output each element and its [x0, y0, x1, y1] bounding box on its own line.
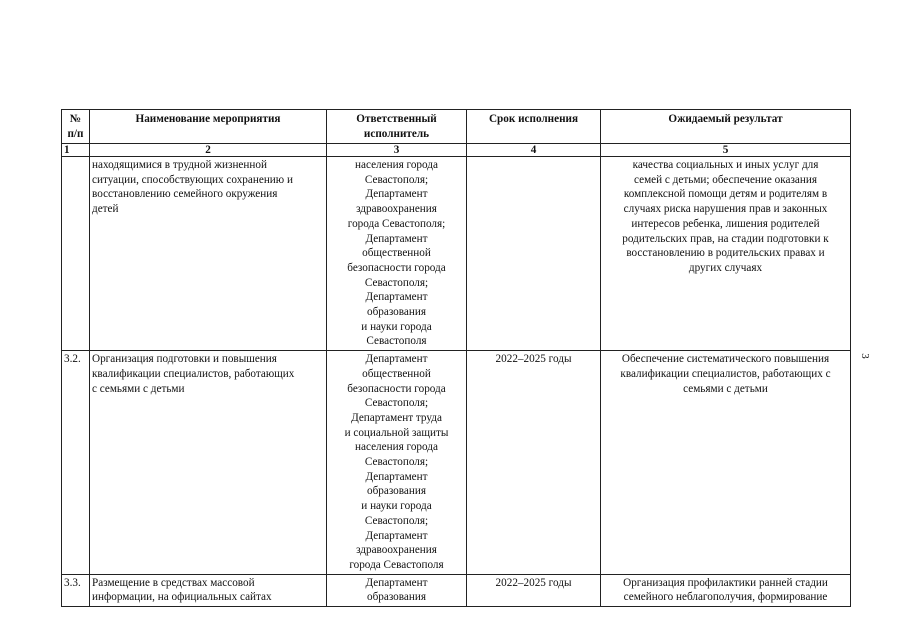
expected-result-line: случаях риска нарушения прав и законных — [623, 203, 828, 216]
executor-line: Департамент — [365, 576, 428, 589]
expected-result-line: семей с детьми; обеспечение оказания — [634, 173, 817, 186]
table-row — [62, 351, 851, 575]
executor-line: Департамент — [365, 188, 428, 201]
expected-result-line: семейного неблагополучия, формирование — [623, 591, 828, 604]
executor-line: населения города — [355, 441, 438, 454]
page-number: 3 — [858, 353, 871, 359]
executor-line: Севастополя — [366, 335, 427, 348]
table-row — [62, 574, 851, 606]
expected-result — [601, 351, 851, 575]
expected-result-line: комплексной помощи детям и родителям в — [623, 188, 828, 201]
expected-result-line: Обеспечение систематического повышения — [621, 353, 830, 366]
expected-result-line: семьями с детьми — [683, 382, 768, 395]
expected-result-line: квалификации специалистов, работающих с — [620, 367, 831, 380]
event-name — [90, 351, 327, 575]
column-number: 1 — [62, 144, 90, 157]
header-number: № п/п — [62, 110, 90, 144]
expected-result-line: качества социальных и иных услуг для — [632, 159, 819, 171]
event-name-line: восстановлению семейного окружения — [92, 188, 278, 201]
row-number: 3.3. — [62, 574, 90, 606]
executor — [327, 351, 467, 575]
executor-line: общественной — [362, 367, 431, 380]
table-header-row — [62, 110, 851, 144]
event-name-line: Организация подготовки и повышения — [92, 353, 277, 366]
column-number: 3 — [327, 144, 467, 157]
executor-line: образования — [366, 591, 426, 604]
expected-result-line: родительских прав, на стадии подготовки к — [622, 232, 829, 245]
executor-line: Департамент — [365, 291, 428, 304]
executor-line: населения города — [355, 159, 438, 171]
event-name-line: с семьями с детьми — [92, 382, 185, 395]
column-number: 4 — [467, 144, 601, 157]
expected-result-line: восстановлению в родительских правах и — [626, 247, 825, 260]
header-executor: Ответственный исполнитель — [327, 110, 467, 144]
table-row — [62, 157, 851, 351]
executor-line: безопасности города — [347, 261, 446, 274]
executor-line: Севастополя; — [364, 397, 429, 410]
table-body — [62, 157, 851, 607]
executor-line: Севастополя; — [364, 456, 429, 469]
executor — [327, 574, 467, 606]
executor-line: Севастополя; — [364, 276, 429, 289]
executor-line: и науки города — [361, 500, 432, 513]
header-result: Ожидаемый результат — [601, 110, 851, 144]
executor-line: Департамент — [365, 529, 428, 542]
executor-line: общественной — [362, 247, 431, 260]
column-number: 5 — [601, 144, 851, 157]
event-name-line: квалификации специалистов, работающих — [92, 367, 295, 380]
executor-line: здравоохранения — [356, 544, 437, 557]
expected-result — [601, 574, 851, 606]
event-name-line: ситуации, способствующих сохранению и — [92, 173, 293, 186]
expected-result — [601, 157, 851, 351]
executor — [327, 157, 467, 351]
header-term: Срок исполнения — [467, 110, 601, 144]
header-event-name: Наименование мероприятия — [90, 110, 327, 144]
column-number: 2 — [90, 144, 327, 157]
row-number — [62, 157, 90, 351]
term — [467, 157, 601, 351]
executor-line: Департамент — [365, 470, 428, 483]
executor-line: и науки города — [361, 320, 432, 333]
executor-line: образования — [366, 485, 426, 498]
executor-line: Севастополя; — [364, 173, 429, 186]
term: 2022–2025 годы — [467, 574, 601, 606]
executor-line: Департамент труда — [351, 411, 442, 424]
term: 2022–2025 годы — [467, 351, 601, 575]
event-name-line: находящимися в трудной жизненной — [92, 159, 267, 171]
executor-line: города Севастополя; — [347, 217, 446, 230]
event-name — [90, 574, 327, 606]
executor-line: Севастополя; — [364, 514, 429, 527]
executor-line: Департамент — [365, 232, 428, 245]
event-name-line: информации, на официальных сайтах — [92, 591, 272, 604]
executor-line: образования — [366, 306, 426, 319]
expected-result-line: интересов ребенка, лишения родителей — [631, 217, 820, 230]
executor-line: здравоохранения — [356, 203, 437, 216]
expected-result-line: других случаях — [688, 261, 763, 274]
action-plan-table — [61, 109, 851, 607]
event-name-line: детей — [92, 203, 119, 216]
event-name-line: Размещение в средствах массовой — [92, 576, 255, 589]
event-name — [90, 157, 327, 351]
column-numbers-row — [62, 144, 851, 157]
row-number: 3.2. — [62, 351, 90, 575]
expected-result-line: Организация профилактики ранней стадии — [623, 576, 828, 589]
executor-line: Департамент — [365, 353, 428, 366]
executor-line: безопасности города — [347, 382, 446, 395]
executor-line: и социальной защиты — [344, 426, 449, 439]
executor-line: города Севастополя — [349, 558, 444, 571]
